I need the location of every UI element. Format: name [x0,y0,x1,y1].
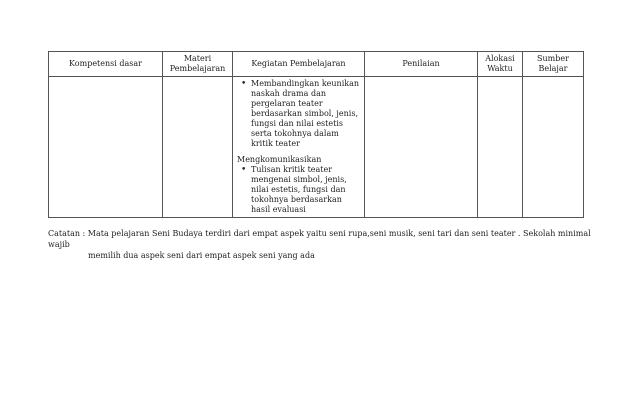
header-sumber-belajar: Sumber Belajar [523,52,584,77]
header-alokasi-waktu: Alokasi Waktu [478,52,523,77]
kegiatan-list-2 [237,165,360,215]
cell-penilaian [365,77,478,218]
cell-kompetensi-dasar [49,77,163,218]
header-kegiatan-pembelajaran: Kegiatan Pembelajaran [233,52,365,77]
catatan-line-2: memilih dua aspek seni dari empat aspek seni yang ada [88,251,315,260]
cell-sumber-belajar [523,77,584,218]
kegiatan-list-1 [237,79,360,149]
table-row [49,77,584,218]
catatan-note [48,228,608,261]
kegiatan-bullet-item: • Tulisan kritik teater mengenai simbol, jenis, nilai estetis, fungsi dan tokohnya berdasarkan hasil evaluasi [251,165,360,215]
cell-materi-pembelajaran [163,77,233,218]
header-materi-pembelajaran: Materi Pembelajaran [163,52,233,77]
table-header-row [49,52,584,77]
syllabus-table [48,51,584,218]
cell-kegiatan-pembelajaran [233,77,365,218]
catatan-line-1: Catatan : Mata pelajaran Seni Budaya terdiri dari empat aspek yaitu seni rupa,seni musik, seni tari dan seni teater . Sekolah minimal wajib [48,229,591,249]
section-label-mengkomunikasikan: Mengkomunikasikan [237,155,322,164]
kegiatan-bullet-item: • Membandingkan keunikan naskah drama dan pergelaran teater berdasarkan simbol, jenis, fungsi dan nilai estetis serta tokohnya dalam kritik teater [251,79,360,149]
cell-alokasi-waktu [478,77,523,218]
header-penilaian: Penilaian [365,52,478,77]
header-kompetensi-dasar: Kompetensi dasar [49,52,163,77]
